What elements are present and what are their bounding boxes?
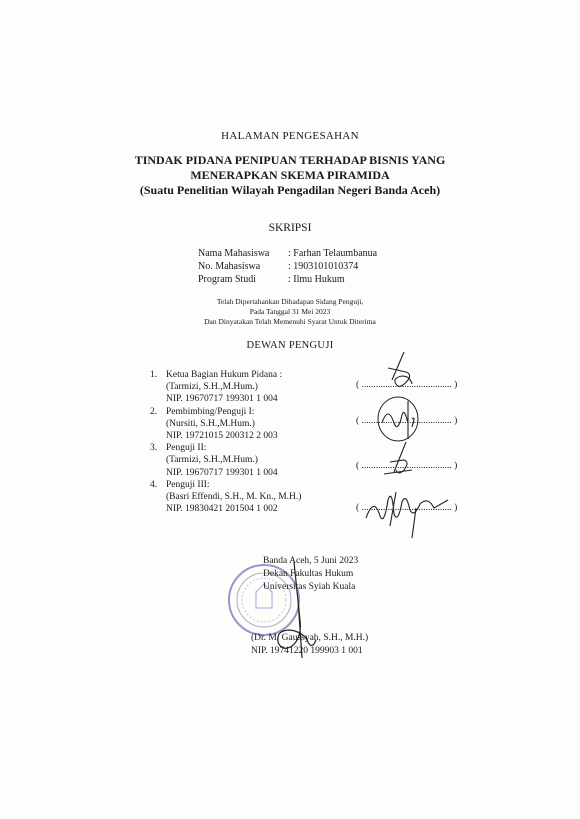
defense-line-1: Telah Dipertahankan Dihadapan Sidang Penguji, xyxy=(216,297,364,306)
examiner-number: 4. xyxy=(150,479,158,490)
examiner-nip: NIP. 19670717 199301 1 004 xyxy=(166,394,278,405)
defense-statement xyxy=(0,297,580,327)
signature-line-3: ( ...................................... ) xyxy=(356,461,458,471)
page-header: HALAMAN PENGESAHAN xyxy=(221,130,359,142)
defense-line-2: Pada Tanggal 31 Mei 2023 xyxy=(249,307,331,316)
examiner-item xyxy=(150,442,301,479)
examiner-name: (Nursiti, S.H.,M.Hum.) xyxy=(166,418,255,429)
document-type: SKRIPSI xyxy=(268,222,312,234)
examiner-list xyxy=(150,369,301,515)
signature-line-1: ( ...................................... ) xyxy=(356,380,458,390)
signature-line-4: ( ...................................... ) xyxy=(356,503,458,513)
signature-1-image xyxy=(370,350,430,400)
examiner-nip: NIP. 19670717 199301 1 004 xyxy=(166,467,278,478)
examiner-role: Penguji II: xyxy=(166,443,207,454)
title-line-2: MENERAPKAN SKEMA PIRAMIDA xyxy=(190,168,390,182)
defense-line-3: Dan Dinyatakan Telah Memenuhi Syarat Untuk Diterima xyxy=(204,317,376,326)
dean-nip: NIP. 19741220 199903 1 001 xyxy=(251,646,363,656)
examiner-item xyxy=(150,369,301,406)
signoff-position-2: Universitas Syiah Kuala xyxy=(263,582,356,592)
dean-name: (Dr. M. Gaussyah, S.H., M.H.) xyxy=(251,633,369,643)
program-label: Program Studi xyxy=(198,274,257,285)
examiner-name: (Basri Effendi, S.H., M. Kn., M.H.) xyxy=(166,492,302,503)
signature-2-image xyxy=(368,395,438,445)
examiner-role: Ketua Bagian Hukum Pidana : xyxy=(166,370,283,380)
program-row xyxy=(198,273,377,286)
signature-line-2: ( ...................................... ) xyxy=(356,416,458,426)
student-info xyxy=(198,247,377,286)
title-line-1: TINDAK PIDANA PENIPUAN TERHADAP BISNIS YANG xyxy=(134,153,446,167)
board-title: DEWAN PENGUJI xyxy=(246,340,334,351)
title-line-3: (Suatu Penelitian Wilayah Pengadilan Negeri Banda Aceh) xyxy=(139,183,441,197)
examiner-number: 3. xyxy=(150,443,158,454)
student-id-label: No. Mahasiswa xyxy=(198,261,261,272)
signoff-position-1: Dekan Fakultas Hukum xyxy=(263,569,354,579)
signoff-place-date: Banda Aceh, 5 Juni 2023 xyxy=(263,556,359,566)
thesis-title xyxy=(0,153,580,198)
student-id-value: : 1903101010374 xyxy=(288,261,359,272)
student-name-row xyxy=(198,247,377,260)
examiner-name: (Tarmizi, S.H.,M.Hum.) xyxy=(166,455,258,466)
examiner-number: 2. xyxy=(150,406,158,417)
examiner-item xyxy=(150,479,301,516)
student-name-value: : Farhan Telaumbanua xyxy=(288,248,378,259)
examiner-item xyxy=(150,406,301,443)
program-value: : Ilmu Hukum xyxy=(288,274,345,285)
examiner-name: (Tarmizi, S.H.,M.Hum.) xyxy=(166,382,258,393)
student-name-label: Nama Mahasiswa xyxy=(198,248,270,259)
signature-4-image xyxy=(362,478,452,548)
dean-signature-image xyxy=(268,560,328,660)
examiner-nip: NIP. 19830421 201504 1 002 xyxy=(166,504,278,515)
student-id-row xyxy=(198,260,377,273)
examiner-nip: NIP. 19721015 200312 2 003 xyxy=(166,431,278,442)
examiner-number: 1. xyxy=(150,370,158,380)
examiner-role: Penguji III: xyxy=(166,479,210,490)
examiner-role: Pembimbing/Penguji I: xyxy=(166,406,255,417)
